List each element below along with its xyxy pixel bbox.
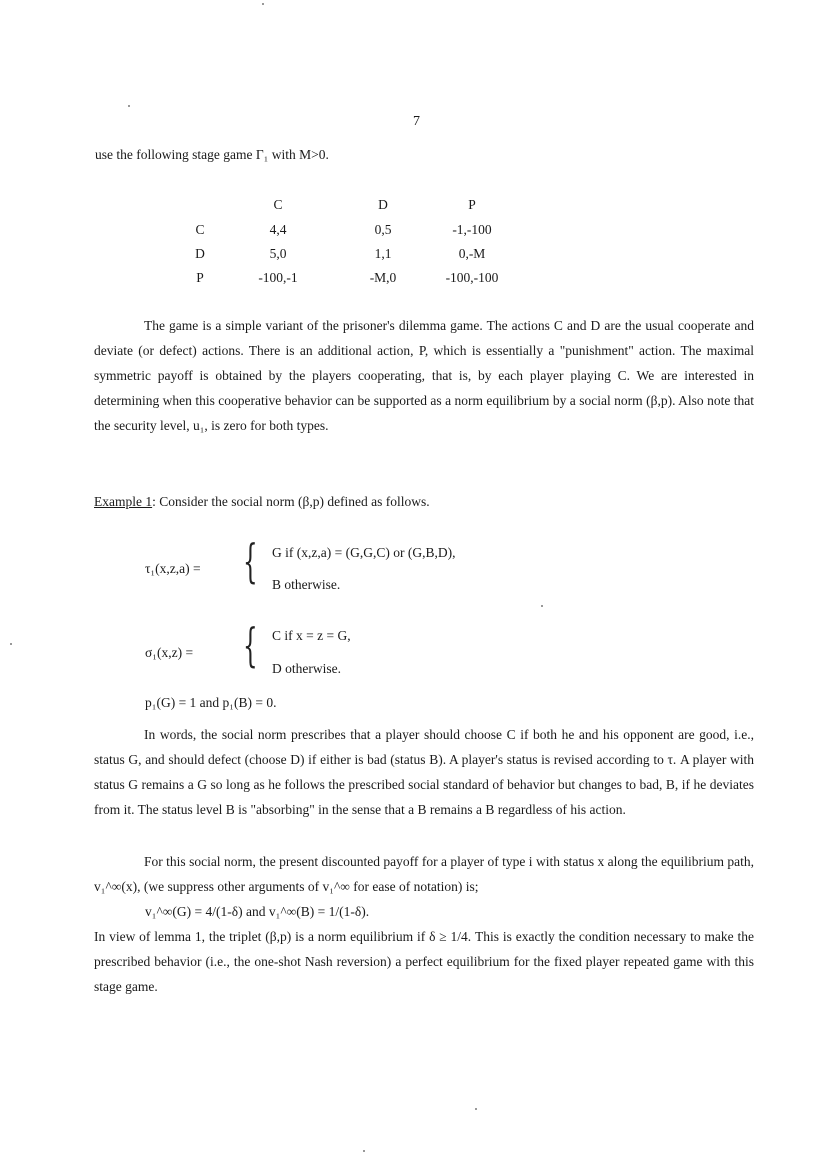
- scan-speck: [475, 1108, 477, 1110]
- table-cell: -M,0: [369, 270, 397, 285]
- table-cell: -1,-100: [452, 222, 492, 237]
- scan-speck: [541, 605, 543, 607]
- row-label: D: [195, 246, 205, 261]
- page-number: 7: [413, 114, 420, 129]
- table-cell: -100,-1: [258, 270, 298, 285]
- paragraph-lemma: In view of lemma 1, the triplet (β,p) is a norm equilibrium if δ ≥ 1/4. This is exactly the condition necessary to make the prescribed behavior (i.e., the one-shot Nash reversion) a perfect equilibrium for the fixed player repeated game with this stage game.: [94, 929, 754, 994]
- col-header: P: [468, 197, 476, 212]
- sigma-case-1: C if x = z = G,: [272, 628, 351, 643]
- left-brace: {: [243, 618, 258, 672]
- scan-speck: [128, 105, 130, 107]
- p-definition: p₁(G) = 1 and p₁(B) = 0.: [145, 695, 277, 710]
- table-cell: 0,5: [374, 222, 392, 237]
- intro-line: use the following stage game Γ₁ with M>0.: [95, 147, 329, 162]
- paragraph-game-description: The game is a simple variant of the prisoner's dilemma game. The actions C and D are the usual cooperate and deviate (or defect) actions. There is an additional action, P, which is essentially a "punishment" action. The maximal symmetric payoff is obtained by the players cooperating, that is, by each player playing C. We are interested in determining when this cooperative behavior can be supported as a norm equilibrium by a social norm (β,p). Also note that the security level, u₁, is zero for both types.: [94, 318, 754, 433]
- sigma-lhs: σ₁(x,z) =: [145, 645, 194, 660]
- payoff-equation: v₁^∞(G) = 4/(1-δ) and v₁^∞(B) = 1/(1-δ).: [145, 904, 370, 919]
- scan-speck: [10, 643, 12, 645]
- scan-speck: [262, 3, 264, 5]
- paragraph-in-words: In words, the social norm prescribes that a player should choose C if both he and his opponent are good, i.e., status G, and should defect (choose D) if either is bad (status B). A player's status is revised according to τ. A player with status G remains a G so long as he follows the prescribed social standard of behavior but changes to bad, B, if he deviates from it. The status level B is "absorbing" in the sense that a B remains a B regardless of his action.: [94, 727, 754, 817]
- table-cell: 0,-M: [458, 246, 486, 261]
- left-brace: {: [243, 534, 258, 588]
- table-cell: 5,0: [269, 246, 287, 261]
- tau-lhs: τ₁(x,z,a) =: [145, 561, 201, 576]
- row-label: C: [195, 222, 205, 237]
- scan-speck: [363, 1150, 365, 1152]
- table-cell: -100,-100: [445, 270, 499, 285]
- example-text: : Consider the social norm (β,p) defined as follows.: [152, 494, 430, 509]
- table-cell: 4,4: [269, 222, 287, 237]
- example-heading: [94, 494, 754, 510]
- example-label: Example 1: [94, 494, 153, 509]
- tau-case-2: B otherwise.: [272, 577, 341, 592]
- sigma-case-2: D otherwise.: [272, 661, 341, 676]
- col-header: C: [273, 197, 283, 212]
- paragraph-payoff: For this social norm, the present discounted payoff for a player of type i with status x along the equilibrium path, v₁^∞(x), (we suppress other arguments of v₁^∞ for ease of notation) is;: [94, 854, 754, 894]
- col-header: D: [378, 197, 388, 212]
- tau-case-1: G if (x,z,a) = (G,G,C) or (G,B,D),: [272, 545, 456, 560]
- table-cell: 1,1: [374, 246, 392, 261]
- row-label: P: [196, 270, 204, 285]
